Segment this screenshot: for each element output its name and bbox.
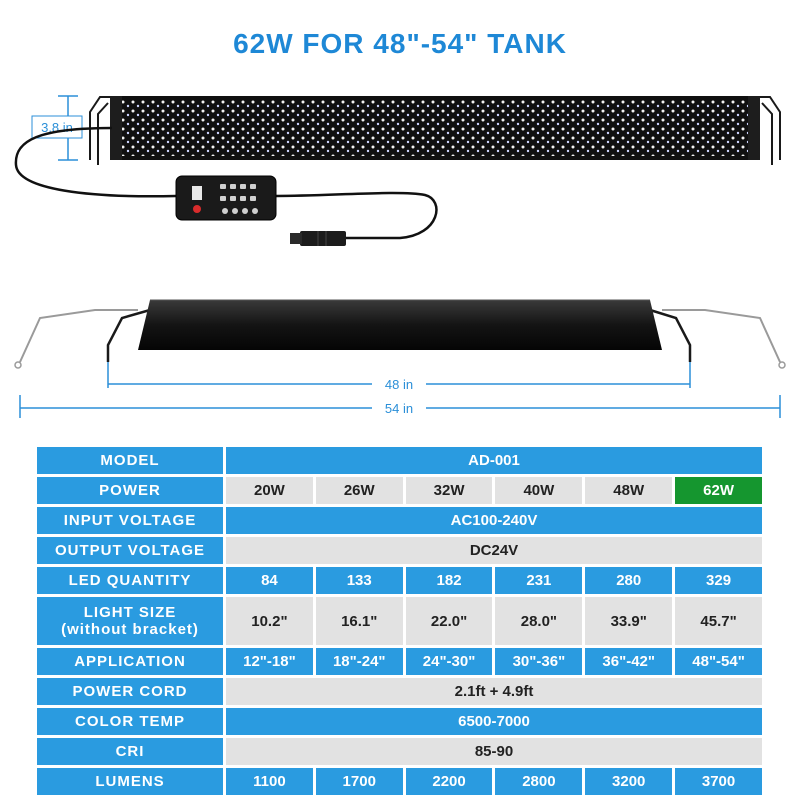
power-label: POWER: [37, 477, 223, 504]
application-value: 30"-36": [495, 648, 582, 675]
power-cord-label: POWER CORD: [37, 678, 223, 705]
lumens-value: 3700: [675, 768, 762, 795]
power-value: 40W: [495, 477, 582, 504]
input-voltage-label: INPUT VOLTAGE: [37, 507, 223, 534]
power-value: 20W: [226, 477, 313, 504]
row-input-voltage: [37, 507, 762, 534]
remote-controller: [176, 176, 276, 220]
light-size-value: 45.7": [675, 597, 762, 645]
row-color-temp: [37, 708, 762, 735]
color-temp-label: COLOR TEMP: [37, 708, 223, 735]
led-quantity-value: 280: [585, 567, 672, 594]
led-quantity-value: 84: [226, 567, 313, 594]
light-size-label: [37, 597, 223, 645]
application-value: 12"-18": [226, 648, 313, 675]
led-quantity-value: 133: [316, 567, 403, 594]
light-size-title: LIGHT SIZE: [83, 604, 177, 621]
light-size-value: 16.1": [316, 597, 403, 645]
light-size-value: 33.9": [585, 597, 672, 645]
row-lumens: [37, 768, 762, 795]
length-48-label: 48 in: [384, 377, 414, 392]
row-power-cord: [37, 678, 762, 705]
page-title: 62W FOR 48"-54" TANK: [233, 28, 567, 59]
light-size-sublabel: (without bracket): [61, 621, 199, 638]
row-model: [37, 447, 762, 474]
led-light-top-view: [90, 96, 780, 165]
led-quantity-value: 182: [406, 567, 493, 594]
output-voltage-label: OUTPUT VOLTAGE: [37, 537, 223, 564]
application-value: 18"-24": [316, 648, 403, 675]
lumens-value: 1100: [226, 768, 313, 795]
output-voltage-value: DC24V: [226, 537, 762, 564]
model-label: MODEL: [37, 447, 223, 474]
lumens-value: 2800: [495, 768, 582, 795]
row-application: [37, 648, 762, 675]
model-value: AD-001: [226, 447, 762, 474]
light-size-value: 28.0": [495, 597, 582, 645]
row-light-size: [37, 597, 762, 645]
led-quantity-label: LED QUANTITY: [37, 567, 223, 594]
row-led-quantity: [37, 567, 762, 594]
lumens-label: LUMENS: [37, 768, 223, 795]
application-value: 24"-30": [406, 648, 493, 675]
length-dimension-48: [108, 362, 690, 392]
light-size-value: 10.2": [226, 597, 313, 645]
power-value: 32W: [406, 477, 493, 504]
power-value: 48W: [585, 477, 672, 504]
application-label: APPLICATION: [37, 648, 223, 675]
row-power: [37, 477, 762, 504]
dc-connector: [290, 231, 346, 246]
length-54-label: 54 in: [384, 401, 414, 416]
color-temp-value: 6500-7000: [226, 708, 762, 735]
power-value: 26W: [316, 477, 403, 504]
power-cord-value: 2.1ft + 4.9ft: [226, 678, 762, 705]
led-quantity-value: 231: [495, 567, 582, 594]
cri-value: 85-90: [226, 738, 762, 765]
application-value: 48"-54": [675, 648, 762, 675]
height-label: 3.8 in: [41, 120, 73, 135]
led-light-side-view: [15, 300, 785, 368]
lumens-value: 2200: [406, 768, 493, 795]
height-dimension: [32, 96, 82, 160]
led-quantity-value: 329: [675, 567, 762, 594]
lumens-value: 3200: [585, 768, 672, 795]
input-voltage-value: AC100-240V: [226, 507, 762, 534]
cri-label: CRI: [37, 738, 223, 765]
row-output-voltage: [37, 537, 762, 564]
application-value: 36"-42": [585, 648, 672, 675]
length-dimension-54: [20, 395, 780, 418]
light-size-value: 22.0": [406, 597, 493, 645]
power-value-highlighted: 62W: [675, 477, 762, 504]
lumens-value: 1700: [316, 768, 403, 795]
row-cri: [37, 738, 762, 765]
spec-table: [34, 444, 765, 798]
